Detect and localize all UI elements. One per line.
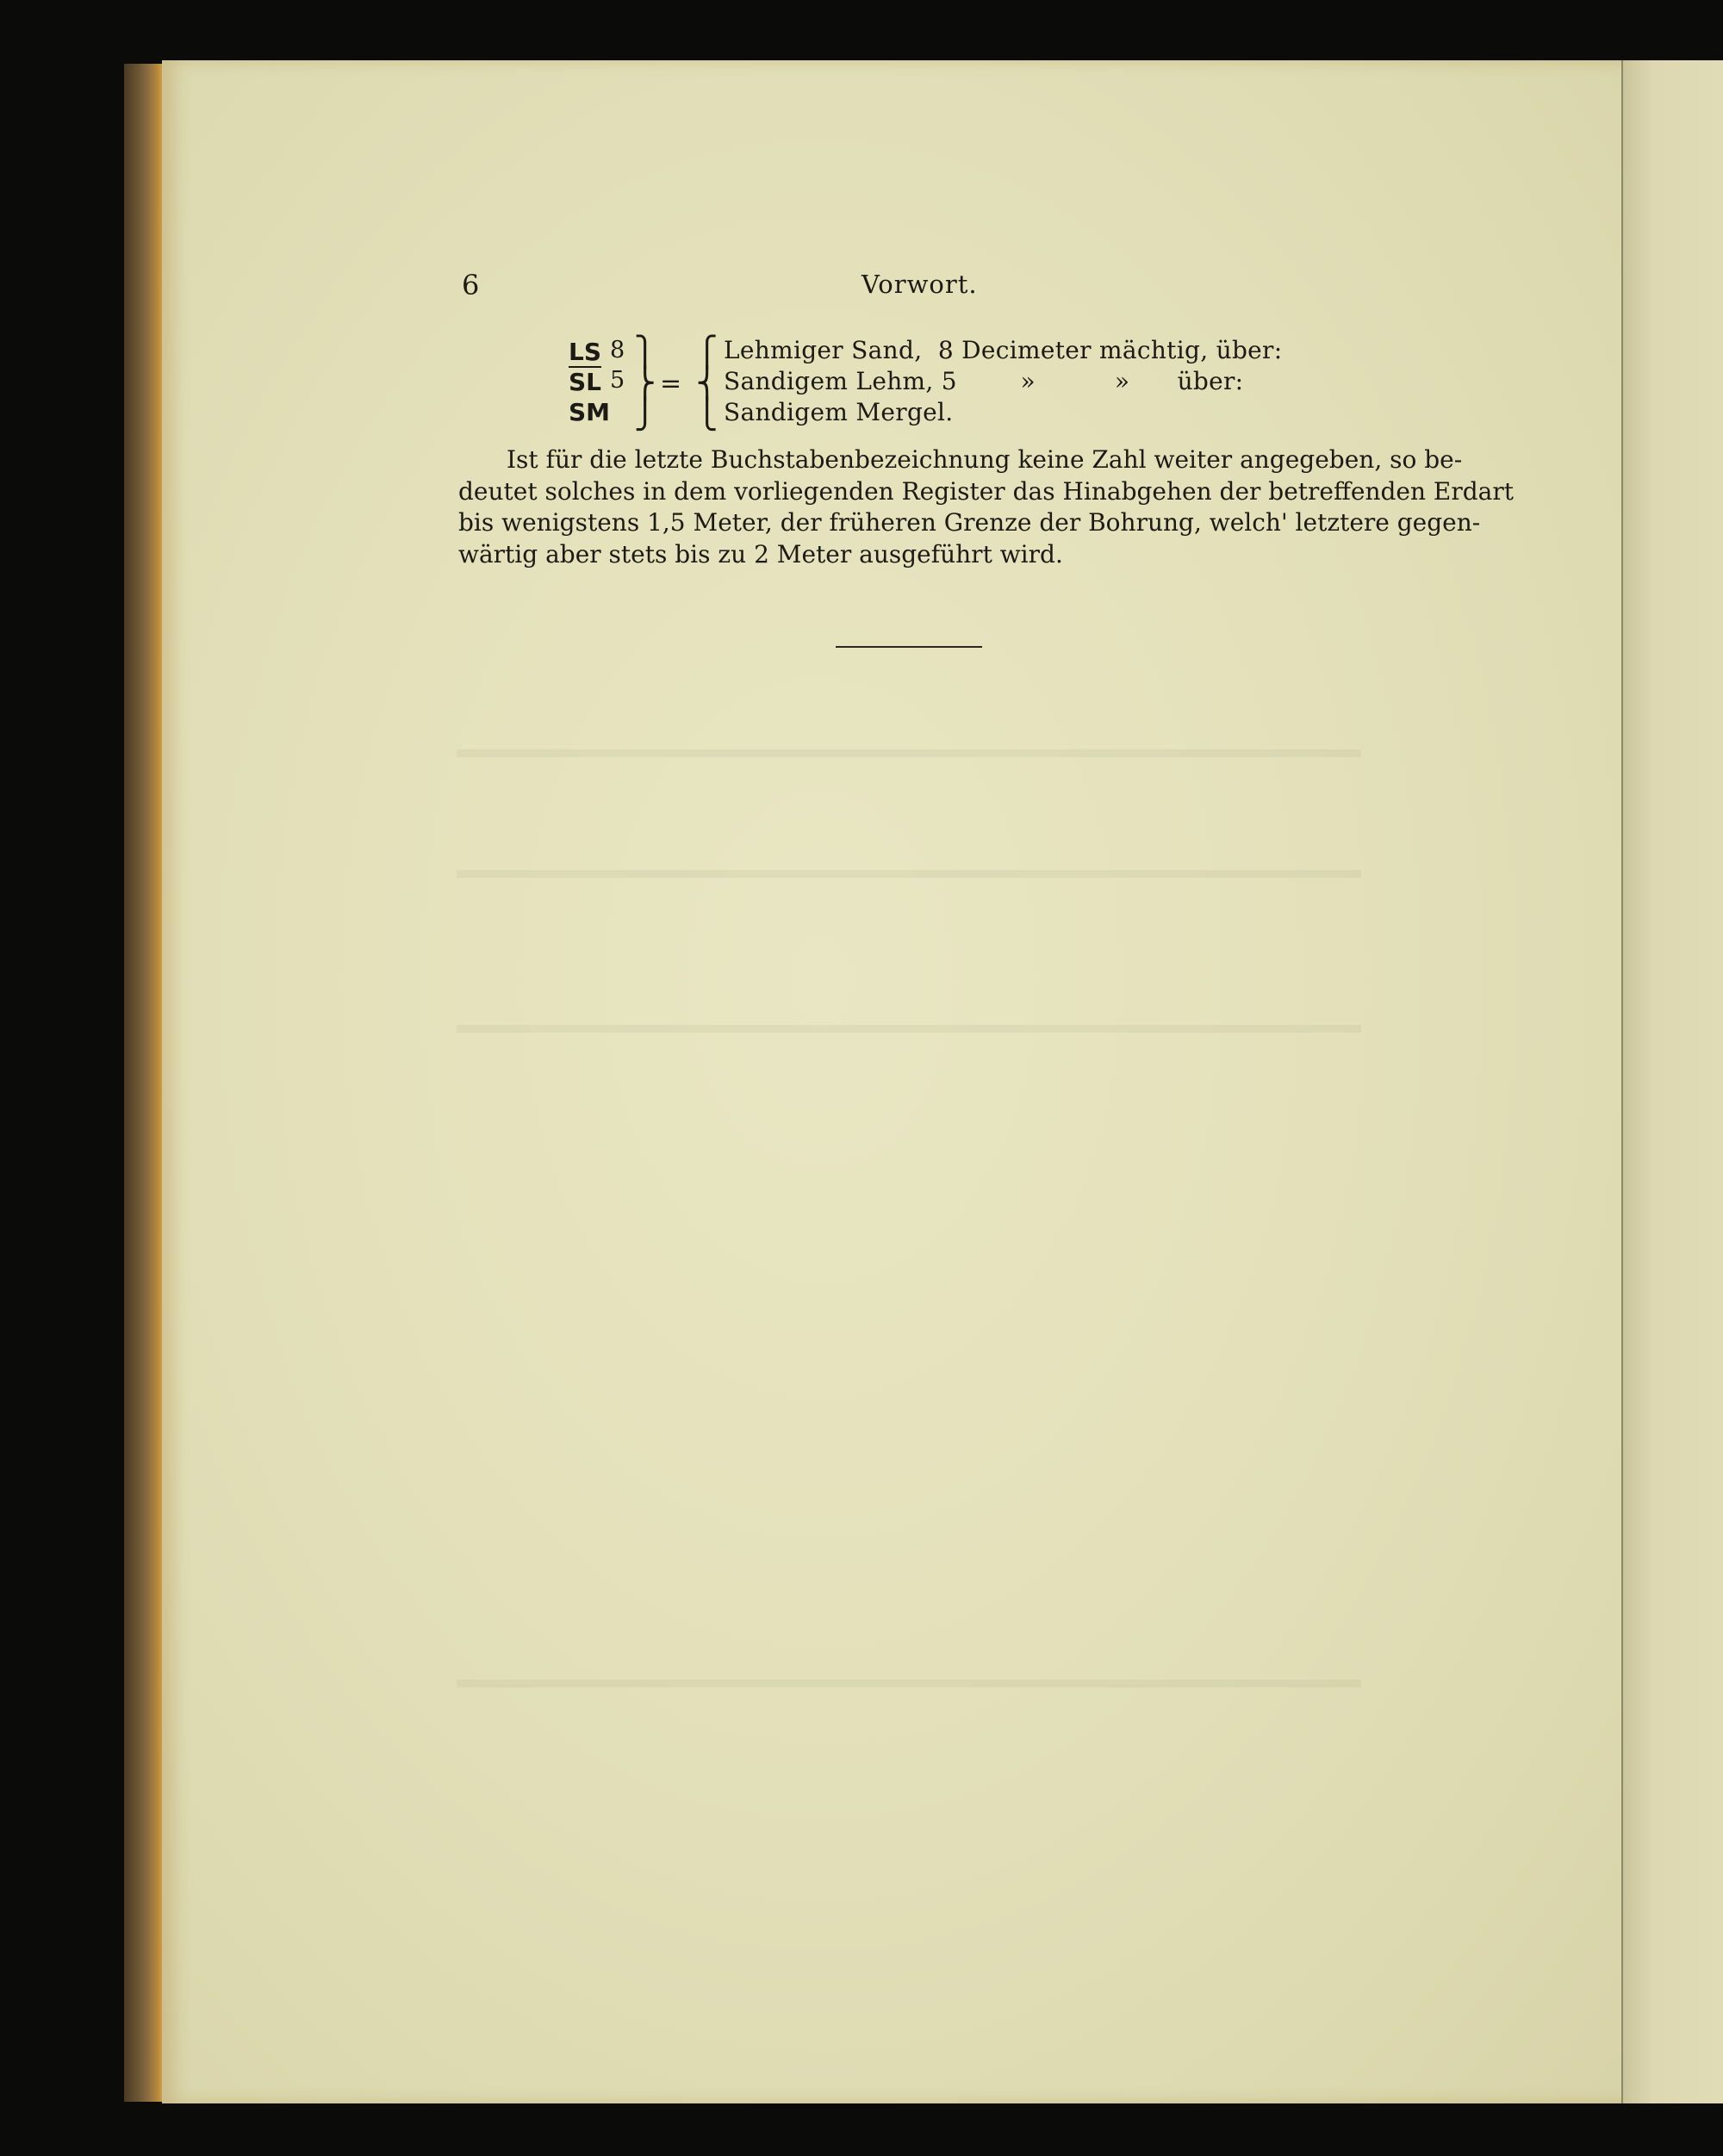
equals-sign: =: [660, 369, 682, 399]
legend-line: Lehmiger Sand, 8 Decimeter mächtig, über:: [724, 336, 1283, 364]
code-letters: SM: [569, 398, 611, 426]
code-number: 5: [610, 367, 625, 394]
code-letters: $\overline{SL}$: [569, 368, 602, 396]
show-through: [457, 1680, 1361, 1687]
body-paragraph: [458, 444, 1514, 570]
brace-right: ⎨: [696, 366, 718, 401]
brace-left: ⎫: [634, 335, 656, 370]
book-edge: [124, 64, 164, 2102]
brace-right: ⎩: [696, 397, 718, 432]
code-number: 8: [610, 337, 625, 363]
code-letters: LS: [569, 338, 602, 366]
show-through: [457, 1025, 1361, 1033]
running-head: Vorwort.: [862, 270, 978, 299]
brace-left: ⎭: [634, 397, 656, 432]
paragraph-line: Ist für die letzte Buchstabenbezeichnung keine Zahl weiter angegeben, so be-: [507, 445, 1463, 474]
show-through: [457, 749, 1361, 757]
brace-right: ⎧: [696, 335, 718, 370]
paragraph-line: deutet solches in dem vorliegenden Register das Hinabgehen der betreffenden Erdart: [458, 476, 1514, 506]
legend-line: Sandigem Mergel.: [724, 398, 954, 426]
paragraph-line: bis wenigstens 1,5 Meter, der früheren Grenze der Bohrung, welch' letztere gegen-: [458, 508, 1481, 537]
brace-left: ⎬: [634, 366, 656, 401]
page-number: 6: [462, 269, 480, 301]
show-through: [457, 870, 1361, 878]
next-page-edge: [1621, 60, 1723, 2103]
section-rule: [836, 646, 982, 648]
paragraph-line: wärtig aber stets bis zu 2 Meter ausgeführt wird.: [458, 539, 1063, 569]
legend-line: Sandigem Lehm, 5 » » über:: [724, 367, 1244, 395]
